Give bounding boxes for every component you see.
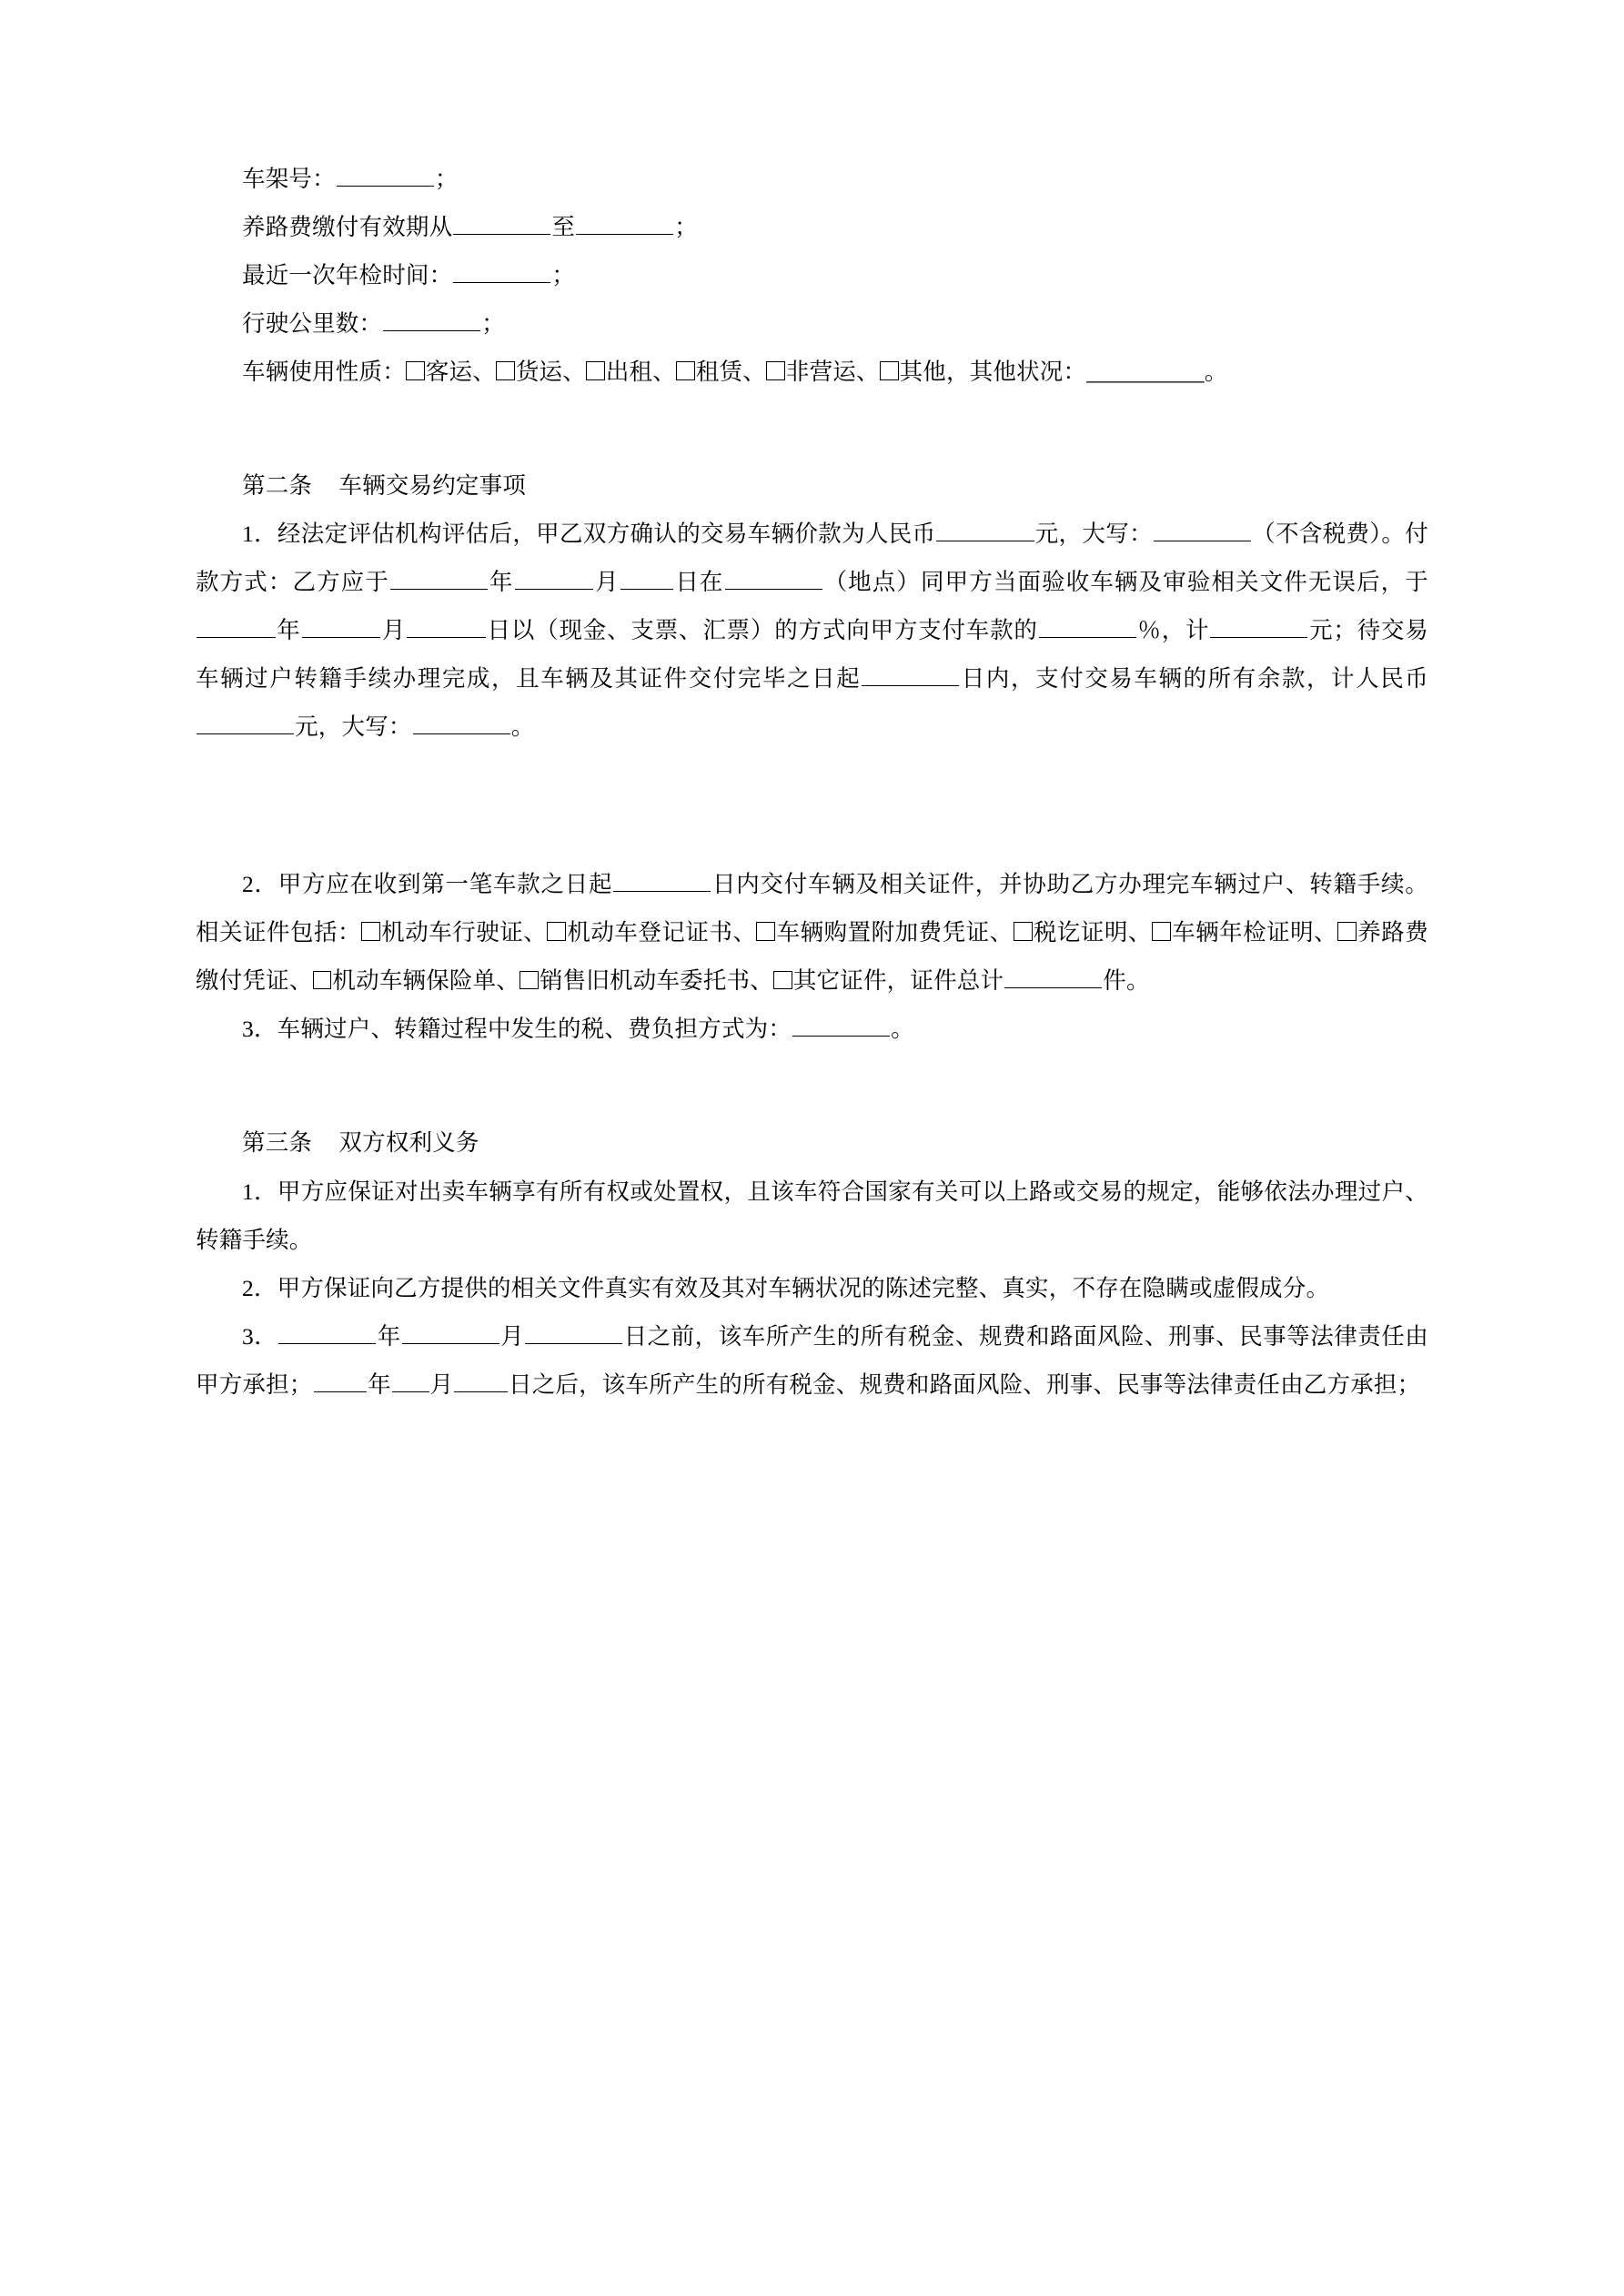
after-day-blank[interactable]: [454, 1367, 508, 1392]
spacer-1: [196, 396, 1428, 461]
section3-heading: [196, 1118, 1428, 1167]
section2-heading-title: 车辆交易约定事项: [338, 472, 527, 500]
pay-place-blank[interactable]: [725, 564, 822, 590]
after-month-blank[interactable]: [392, 1367, 429, 1392]
usage-option-passenger: 客运: [425, 359, 473, 386]
usage-label: 车辆使用性质：: [242, 359, 406, 386]
section2-heading-num: 第二条: [242, 472, 313, 500]
road-fee-suffix: ；: [674, 214, 698, 241]
road-fee-from-blank[interactable]: [453, 209, 550, 235]
usage-option-freight: 货运: [515, 359, 563, 386]
checkbox-tax-proof[interactable]: [1014, 922, 1033, 941]
s2i1-t5: 月: [594, 569, 620, 596]
s3i3-t2: 年: [377, 1322, 401, 1350]
checkbox-nonoperating[interactable]: [766, 361, 785, 380]
section2-item2: 2．甲方应在收到第一笔车款之日起 日内交付车辆及相关证件，并协助乙方办理完车辆过户、转籍手续。相关证件包括： 机动车行驶证、 机动车登记证书、 车辆购置附加费凭证、 税讫证明、 车辆年检证明、 养路费缴付凭证、 机动车辆保险单、 销售旧机动车委托书、 其它证件，证件总计 件。: [196, 860, 1428, 1005]
chassis-label: 车架号：: [242, 166, 336, 192]
pay-day-blank[interactable]: [620, 564, 674, 590]
section2-heading: [196, 461, 1428, 510]
after-year-blank[interactable]: [314, 1367, 368, 1392]
checkbox-taxi[interactable]: [586, 361, 605, 380]
road-fee-to-blank[interactable]: [576, 209, 673, 235]
checkbox-other-docs[interactable]: [773, 971, 792, 990]
doc-road-fee-receipt: 养路费缴付凭证: [196, 919, 1429, 995]
mileage-line: [196, 299, 1428, 348]
section3-item2: 2．甲方保证向乙方提供的相关文件真实有效及其对车辆状况的陈述完整、真实，不存在隐瞒或虚假成分。: [242, 1274, 1330, 1301]
mileage-blank[interactable]: [383, 306, 480, 331]
s3i3-t1: 3．: [242, 1322, 278, 1350]
mileage-label: 行驶公里数：: [242, 310, 383, 338]
s2i1-t4: 年: [489, 569, 514, 596]
s2i1-t13: 日内，支付交易车辆的所有余款，计人民币: [960, 665, 1428, 693]
checkbox-annual-inspection[interactable]: [1152, 922, 1171, 941]
price-blank[interactable]: [936, 516, 1034, 541]
before-month-blank[interactable]: [402, 1319, 499, 1344]
section3-item3: [196, 1312, 1428, 1409]
deliver-year-blank[interactable]: [197, 612, 276, 638]
usage-nature-line: 车辆使用性质： 客运、 货运、 出租、 租赁、 非营运、 其他，其他状况：__________。: [242, 359, 1228, 386]
tax-burden-blank[interactable]: [792, 1012, 890, 1037]
percent-blank[interactable]: [1039, 612, 1136, 638]
s2i1-t10: 日以（现金、支票、汇票）的方式向甲方支付车款的: [486, 617, 1038, 644]
s2i1-t6: 日在: [674, 569, 724, 596]
spacer-3: [196, 1053, 1428, 1118]
s2i2-t1: 2．甲方应在收到第一笔车款之日起: [242, 871, 613, 898]
s2i1-t9: 月: [381, 617, 407, 644]
last-inspection-suffix: ；: [551, 262, 576, 289]
s3i3-t3: 月: [499, 1322, 525, 1350]
doc-purchase-surcharge: 车辆购置附加费凭证: [776, 919, 990, 946]
doc-tax-proof: 税讫证明: [1033, 919, 1128, 946]
road-fee-mid: 至: [551, 214, 576, 241]
balance-words-blank[interactable]: [413, 710, 510, 735]
amount-blank[interactable]: [1210, 612, 1307, 638]
pay-year-blank[interactable]: [390, 564, 488, 590]
before-day-blank[interactable]: [525, 1319, 622, 1344]
usage-other-blank[interactable]: __________。: [1086, 359, 1228, 386]
spacer-2: [196, 751, 1428, 860]
checkbox-passenger[interactable]: [406, 361, 425, 380]
s2i1-t1: 1．经法定评估机构评估后，甲乙双方确认的交易车辆价款为人民币: [242, 521, 936, 548]
checkbox-lease[interactable]: [676, 361, 695, 380]
checkbox-other[interactable]: [880, 361, 899, 380]
doc-sale-authorization: 销售旧机动车委托书: [539, 967, 751, 995]
checkbox-insurance-policy[interactable]: [313, 971, 332, 990]
road-fee-label: 养路费缴付有效期从: [242, 214, 453, 241]
s2i1-t11: ％，计: [1136, 617, 1210, 644]
s3i3-t6: 月: [429, 1371, 454, 1398]
before-year-blank[interactable]: [278, 1319, 376, 1344]
s2i3-t2: 。: [891, 1016, 914, 1043]
balance-blank[interactable]: [197, 710, 294, 735]
vehicle-chassis-line: [196, 155, 1428, 203]
s2i1-t3: （不含税费）。付款方式：乙方应于: [196, 521, 1428, 596]
doc-driving-license: 机动车行驶证: [380, 919, 524, 946]
checkbox-registration-cert[interactable]: [547, 922, 566, 941]
deliver-day-blank[interactable]: [407, 612, 486, 638]
checkbox-road-fee-receipt[interactable]: [1337, 922, 1357, 941]
s2i1-t14: 元，大写：: [295, 713, 412, 741]
checkbox-purchase-surcharge[interactable]: [756, 922, 775, 941]
price-words-blank[interactable]: [1154, 516, 1251, 541]
s2i2-t3: ，证件总计: [886, 967, 1004, 995]
last-inspection-line: [196, 251, 1428, 299]
usage-option-nonoperating: 非营运: [785, 359, 856, 386]
s2i1-t15: 。: [510, 713, 535, 741]
checkbox-driving-license[interactable]: [361, 922, 380, 941]
deliver-month-blank[interactable]: [302, 612, 381, 638]
usage-option-other: 其他: [899, 359, 946, 386]
road-fee-line: [196, 203, 1428, 251]
s3i3-t4: 日之前，该车所产生的所有税金、规费和路面风险、刑事、民事等法律责任由甲方承担；: [196, 1322, 1428, 1398]
s2i3-t1: 3．车辆过户、转籍过程中发生的税、费负担方式为：: [242, 1016, 792, 1043]
doc-annual-inspection: 车辆年检证明: [1171, 919, 1315, 946]
s3i3-t7: 日之后，该车所产生的所有税金、规费和路面风险、刑事、民事等法律责任由乙方承担；: [509, 1371, 1421, 1398]
checkbox-freight[interactable]: [496, 361, 515, 380]
checkbox-sale-authorization[interactable]: [519, 971, 539, 990]
doc-count-blank[interactable]: [1004, 964, 1102, 989]
document-body: [196, 155, 1428, 1409]
chassis-suffix: ；: [434, 166, 459, 192]
s2i2-t4: 件。: [1103, 967, 1150, 995]
doc-registration-cert: 机动车登记证书: [567, 919, 733, 946]
s2i1-t2: 元，大写：: [1034, 521, 1153, 548]
doc-other-docs: 其它证件: [792, 967, 887, 995]
last-inspection-label: 最近一次年检时间：: [242, 262, 453, 289]
s2i1-t8: 年: [276, 617, 301, 644]
usage-tail: ，其他状况：: [946, 359, 1087, 386]
section2-item3: [196, 1005, 1428, 1053]
handover-days-blank[interactable]: [613, 867, 711, 893]
usage-option-lease: 租赁: [695, 359, 743, 386]
section3-heading-title: 双方权利义务: [338, 1129, 479, 1157]
s2i2-t2: 日内交付车辆及相关证件，并协助乙方办理完车辆过户、转籍手续。相关证件包括：: [196, 871, 1428, 946]
chassis-blank[interactable]: [337, 161, 434, 187]
pay-month-blank[interactable]: [515, 564, 594, 590]
s2i1-t7: （地点）同甲方当面验收车辆及审验相关文件无误后，于: [822, 569, 1428, 596]
days-blank[interactable]: [862, 662, 959, 687]
s2i1-t12: 元；待交易车辆过户转籍手续办理完成，且车辆及其证件交付完毕之日起: [196, 617, 1429, 693]
section2-item1: [196, 510, 1428, 751]
section3-heading-num: 第三条: [242, 1129, 313, 1157]
section3-item1: 1．甲方应保证对出卖车辆享有所有权或处置权，且该车符合国家有关可以上路或交易的规定，能够依法办理过户、转籍手续。: [196, 1178, 1428, 1253]
doc-insurance-policy: 机动车辆保险单: [332, 967, 497, 995]
mileage-suffix: ；: [481, 310, 505, 338]
usage-option-taxi: 出租: [605, 359, 653, 386]
last-inspection-blank[interactable]: [453, 258, 550, 283]
s3i3-t5: 年: [368, 1371, 391, 1398]
